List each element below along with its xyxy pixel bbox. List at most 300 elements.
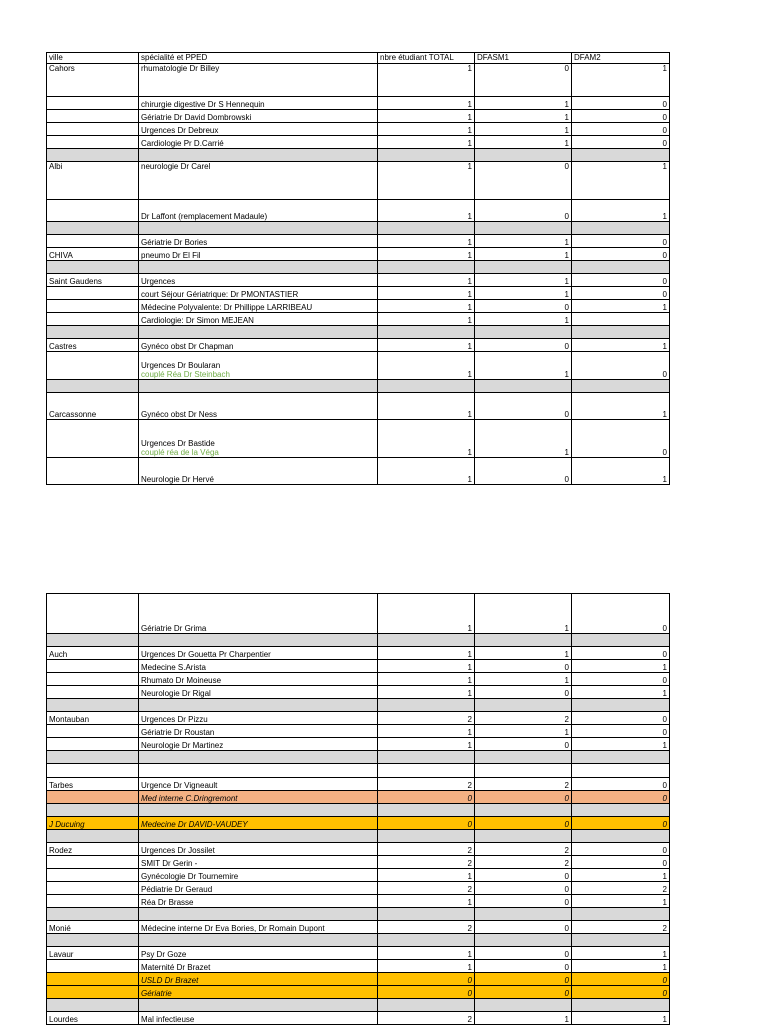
empty-cell [378, 699, 475, 712]
dfam2-cell: 0 [572, 856, 670, 869]
empty-cell [378, 999, 475, 1012]
ville-cell: J Ducuing [47, 817, 139, 830]
dfasm1-cell: 1 [475, 725, 572, 738]
empty-cell [139, 326, 378, 339]
specialite-text: Urgences Dr Gouetta Pr Charpentier [141, 650, 271, 659]
ville-cell [47, 97, 139, 110]
specialite-text: Urgences [141, 277, 176, 286]
specialite-cell [139, 660, 378, 673]
dfasm1-cell: 0 [475, 960, 572, 973]
dfasm1-cell: 1 [475, 123, 572, 136]
total-cell: 1 [378, 200, 475, 222]
table-row [47, 686, 670, 699]
total-cell: 1 [378, 458, 475, 485]
total-cell: 1 [378, 393, 475, 420]
separator-row [47, 699, 670, 712]
specialite-cell [139, 235, 378, 248]
table-row [47, 725, 670, 738]
specialite-cell [139, 960, 378, 973]
dfam2-cell: 0 [572, 420, 670, 458]
dfam2-cell: 0 [572, 986, 670, 999]
dfasm1-cell: 1 [475, 248, 572, 261]
total-cell: 1 [378, 869, 475, 882]
ville-cell [47, 300, 139, 313]
empty-cell [47, 934, 139, 947]
ville-cell [47, 869, 139, 882]
dfasm1-cell: 1 [475, 235, 572, 248]
ville-cell [47, 986, 139, 999]
empty-cell [47, 634, 139, 647]
total-cell: 1 [378, 248, 475, 261]
dfam2-cell: 1 [572, 393, 670, 420]
couple-note: couplé réa de la Véga [141, 448, 219, 457]
ville-cell [47, 973, 139, 986]
specialite-text: Gynéco obst Dr Ness [141, 410, 218, 419]
separator-row [47, 149, 670, 162]
empty-cell [139, 222, 378, 235]
empty-cell [378, 222, 475, 235]
empty-cell [572, 751, 670, 764]
empty-cell [378, 380, 475, 393]
specialite-cell [139, 136, 378, 149]
total-cell: 1 [378, 647, 475, 660]
total-cell: 1 [378, 725, 475, 738]
dfam2-cell: 1 [572, 686, 670, 699]
dfasm1-cell: 1 [475, 287, 572, 300]
dfasm1-cell: 0 [475, 882, 572, 895]
specialite-text: Urgences Dr Boularan [141, 361, 221, 370]
ville-cell [47, 458, 139, 485]
header-row [47, 53, 670, 64]
separator-row [47, 830, 670, 843]
couple-note: couplé Réa Dr Steinbach [141, 370, 230, 379]
empty-cell [47, 908, 139, 921]
total-cell: 0 [378, 791, 475, 804]
table-row [47, 921, 670, 934]
table-row [47, 673, 670, 686]
dfasm1-cell: 0 [475, 200, 572, 222]
specialite-cell [139, 200, 378, 222]
specialite-cell [139, 420, 378, 458]
separator-row [47, 999, 670, 1012]
dfam2-cell: 1 [572, 869, 670, 882]
dfam2-cell: 0 [572, 673, 670, 686]
specialite-text: Med interne C.Dringremont [141, 794, 238, 803]
empty-cell [378, 326, 475, 339]
empty-cell [572, 999, 670, 1012]
ville-cell: Lourdes [47, 1012, 139, 1025]
specialite-cell [139, 856, 378, 869]
dfam2-cell: 1 [572, 458, 670, 485]
empty-cell [475, 751, 572, 764]
ville-cell [47, 660, 139, 673]
table-row [47, 856, 670, 869]
dfasm1-cell: 1 [475, 97, 572, 110]
ville-cell [47, 856, 139, 869]
table-row [47, 869, 670, 882]
empty-cell [139, 764, 378, 778]
total-cell: 1 [378, 97, 475, 110]
specialite-text: Pédiatrie Dr Geraud [141, 885, 213, 894]
table-row [47, 248, 670, 261]
table-row [47, 162, 670, 200]
empty-cell [475, 764, 572, 778]
dfam2-cell: 0 [572, 123, 670, 136]
specialite-text: Rhumato Dr Moineuse [141, 676, 222, 685]
specialite-text: Maternité Dr Brazet [141, 963, 211, 972]
table-row [47, 647, 670, 660]
total-cell: 1 [378, 300, 475, 313]
specialite-cell [139, 1012, 378, 1025]
empty-cell [378, 261, 475, 274]
ville-cell: Auch [47, 647, 139, 660]
empty-cell [572, 222, 670, 235]
specialite-text: Dr Laffont (remplacement Madaule) [141, 212, 268, 221]
table-row [47, 947, 670, 960]
specialite-cell [139, 947, 378, 960]
ville-cell [47, 673, 139, 686]
specialite-text: USLD Dr Brazet [141, 976, 199, 985]
dfam2-cell: 0 [572, 647, 670, 660]
specialite-text: Mal infectieuse [141, 1015, 195, 1024]
total-cell: 2 [378, 843, 475, 856]
table-row [47, 843, 670, 856]
dfasm1-cell: 2 [475, 856, 572, 869]
specialite-text: Neurologie Dr Hervé [141, 475, 214, 484]
total-cell: 0 [378, 986, 475, 999]
specialite-text: court Séjour Gériatrique: Dr PMONTASTIER [141, 290, 299, 299]
table-row [47, 420, 670, 458]
dfasm1-cell: 0 [475, 300, 572, 313]
total-cell: 2 [378, 712, 475, 725]
empty-cell [572, 261, 670, 274]
table-row [47, 973, 670, 986]
specialite-cell [139, 882, 378, 895]
dfam2-cell: 0 [572, 248, 670, 261]
ville-cell [47, 313, 139, 326]
ville-cell: CHIVA [47, 248, 139, 261]
empty-cell [139, 999, 378, 1012]
total-cell: 1 [378, 274, 475, 287]
ville-cell [47, 686, 139, 699]
dfasm1-cell: 0 [475, 869, 572, 882]
specialite-text: Gynéco obst Dr Chapman [141, 342, 234, 351]
empty-cell [572, 934, 670, 947]
empty-cell [475, 380, 572, 393]
table-row [47, 352, 670, 380]
ville-cell: Monié [47, 921, 139, 934]
specialite-text: Medecine S.Arista [141, 663, 206, 672]
specialite-text: Urgences Dr Bastide [141, 439, 215, 448]
total-cell: 1 [378, 123, 475, 136]
dfasm1-cell: 0 [475, 738, 572, 751]
table-row [47, 712, 670, 725]
specialite-cell [139, 393, 378, 420]
empty-cell [139, 634, 378, 647]
dfasm1-cell: 2 [475, 843, 572, 856]
dfasm1-cell: 1 [475, 1012, 572, 1025]
empty-cell [378, 830, 475, 843]
dfam2-cell: 0 [572, 287, 670, 300]
empty-cell [378, 634, 475, 647]
specialite-cell [139, 594, 378, 634]
specialite-text: Gériatrie Dr Roustan [141, 728, 215, 737]
dfasm1-cell: 0 [475, 660, 572, 673]
dfam2-cell: 1 [572, 339, 670, 352]
specialite-cell [139, 300, 378, 313]
specialite-cell [139, 778, 378, 791]
table-row [47, 136, 670, 149]
empty-cell [139, 149, 378, 162]
dfam2-cell: 1 [572, 895, 670, 908]
dfam2-cell: 2 [572, 921, 670, 934]
dfam2-cell: 0 [572, 973, 670, 986]
total-cell: 2 [378, 856, 475, 869]
total-cell: 1 [378, 947, 475, 960]
empty-cell [572, 908, 670, 921]
table-row [47, 200, 670, 222]
empty-cell [139, 261, 378, 274]
empty-cell [475, 149, 572, 162]
empty-cell [139, 934, 378, 947]
empty-cell [47, 804, 139, 817]
dfam2-cell: 1 [572, 1012, 670, 1025]
dfam2-cell: 0 [572, 594, 670, 634]
specialite-text: Neurologie Dr Rigal [141, 689, 211, 698]
specialite-cell [139, 973, 378, 986]
specialite-text: Urgence Dr Vigneault [141, 781, 218, 790]
specialite-cell [139, 869, 378, 882]
ville-cell: Rodez [47, 843, 139, 856]
empty-cell [572, 830, 670, 843]
table-row [47, 1012, 670, 1025]
dfam2-cell: 0 [572, 110, 670, 123]
dfasm1-cell: 0 [475, 921, 572, 934]
ville-cell [47, 200, 139, 222]
specialite-text: Réa Dr Brasse [141, 898, 194, 907]
empty-cell [47, 261, 139, 274]
table-row [47, 986, 670, 999]
specialite-text: rhumatologie Dr Billey [141, 64, 220, 73]
table-row [47, 791, 670, 804]
dfam2-cell: 0 [572, 136, 670, 149]
specialite-cell [139, 274, 378, 287]
total-cell: 1 [378, 313, 475, 326]
separator-row [47, 934, 670, 947]
dfasm1-cell: 2 [475, 778, 572, 791]
table-row [47, 738, 670, 751]
separator-row [47, 222, 670, 235]
total-cell: 2 [378, 778, 475, 791]
total-cell: 1 [378, 895, 475, 908]
dfam2-cell: 0 [572, 97, 670, 110]
total-cell: 2 [378, 1012, 475, 1025]
empty-cell [572, 149, 670, 162]
empty-cell [475, 908, 572, 921]
table-row [47, 110, 670, 123]
total-cell: 2 [378, 921, 475, 934]
dfam2-cell: 1 [572, 64, 670, 97]
empty-cell [475, 699, 572, 712]
dfam2-cell [572, 313, 670, 326]
table-row [47, 817, 670, 830]
dfasm1-cell: 0 [475, 458, 572, 485]
total-cell: 2 [378, 882, 475, 895]
empty-cell [475, 804, 572, 817]
empty-cell [378, 934, 475, 947]
ville-cell: Saint Gaudens [47, 274, 139, 287]
total-cell: 1 [378, 287, 475, 300]
dfasm1-cell: 1 [475, 647, 572, 660]
dfam2-cell: 0 [572, 843, 670, 856]
total-cell: 1 [378, 686, 475, 699]
table-row [47, 393, 670, 420]
total-cell: 1 [378, 738, 475, 751]
empty-cell [572, 380, 670, 393]
separator-row [47, 380, 670, 393]
table-row [47, 235, 670, 248]
dfam2-cell: 0 [572, 274, 670, 287]
empty-cell [47, 699, 139, 712]
table-row [47, 778, 670, 791]
specialite-text: SMIT Dr Gerin - [141, 859, 198, 868]
dfam2-cell: 1 [572, 960, 670, 973]
dfasm1-cell: 0 [475, 817, 572, 830]
specialite-text: chirurgie digestive Dr S Hennequin [141, 100, 265, 109]
separator-row [47, 261, 670, 274]
specialite-cell [139, 123, 378, 136]
empty-cell [139, 830, 378, 843]
empty-cell [572, 699, 670, 712]
specialite-cell [139, 738, 378, 751]
dfam2-cell: 1 [572, 738, 670, 751]
specialite-text: Médecine Polyvalente: Dr Phillippe LARRIBEAU [141, 303, 313, 312]
dfasm1-cell: 1 [475, 136, 572, 149]
specialite-cell [139, 921, 378, 934]
ville-cell [47, 960, 139, 973]
specialite-cell [139, 986, 378, 999]
table-row [47, 274, 670, 287]
empty-cell [378, 149, 475, 162]
specialite-cell [139, 287, 378, 300]
empty-cell [378, 908, 475, 921]
dfasm1-cell: 0 [475, 162, 572, 200]
header-dfasm1: DFASM1 [475, 53, 572, 64]
ville-cell: Albi [47, 162, 139, 200]
empty-cell [572, 764, 670, 778]
dfasm1-cell: 0 [475, 791, 572, 804]
dfam2-cell: 0 [572, 778, 670, 791]
dfasm1-cell: 1 [475, 313, 572, 326]
specialite-text: neurologie Dr Carel [141, 162, 211, 171]
dfam2-cell: 0 [572, 725, 670, 738]
specialite-text: Gériatrie Dr Grima [141, 624, 207, 633]
specialite-cell [139, 64, 378, 97]
total-cell: 1 [378, 136, 475, 149]
specialite-text: pneumo Dr El Fil [141, 251, 201, 260]
dfam2-cell: 0 [572, 817, 670, 830]
table-row [47, 97, 670, 110]
dfasm1-cell: 2 [475, 712, 572, 725]
empty-cell [47, 326, 139, 339]
empty-cell [572, 634, 670, 647]
ville-cell [47, 352, 139, 380]
dfasm1-cell: 0 [475, 895, 572, 908]
dfasm1-cell: 1 [475, 110, 572, 123]
ville-cell: Tarbes [47, 778, 139, 791]
dfasm1-cell: 0 [475, 686, 572, 699]
empty-cell [47, 830, 139, 843]
total-cell: 1 [378, 235, 475, 248]
specialite-text: Gériatrie [141, 989, 172, 998]
empty-cell [47, 380, 139, 393]
specialite-text: Cardiologie Pr D.Carrié [141, 139, 224, 148]
empty-cell [47, 751, 139, 764]
empty-cell [47, 149, 139, 162]
specialite-cell [139, 647, 378, 660]
dfam2-cell: 0 [572, 352, 670, 380]
separator-row [47, 634, 670, 647]
header-specialite: spécialité et PPED [139, 53, 378, 64]
ville-cell: Carcassonne [47, 393, 139, 420]
empty-cell [378, 751, 475, 764]
specialite-cell [139, 162, 378, 200]
ville-cell [47, 725, 139, 738]
ville-cell [47, 594, 139, 634]
total-cell: 1 [378, 352, 475, 380]
header-dfam2: DFAM2 [572, 53, 670, 64]
table-row [47, 882, 670, 895]
specialite-cell [139, 712, 378, 725]
specialite-cell [139, 97, 378, 110]
empty-cell [47, 222, 139, 235]
total-cell: 1 [378, 162, 475, 200]
table-row [47, 64, 670, 97]
table-row [47, 300, 670, 313]
dfasm1-cell: 1 [475, 673, 572, 686]
empty-cell [475, 999, 572, 1012]
ville-cell [47, 287, 139, 300]
dfam2-cell: 1 [572, 947, 670, 960]
empty-cell [572, 804, 670, 817]
total-cell: 1 [378, 660, 475, 673]
table-row [47, 458, 670, 485]
ville-cell: Castres [47, 339, 139, 352]
dfam2-cell: 1 [572, 162, 670, 200]
total-cell: 1 [378, 110, 475, 123]
empty-cell [139, 751, 378, 764]
table-row [47, 960, 670, 973]
specialite-text: Neurologie Dr Martinez [141, 741, 224, 750]
empty-cell [572, 326, 670, 339]
specialite-text: Cardiologie: Dr Simon MEJEAN [141, 316, 254, 325]
empty-cell [139, 699, 378, 712]
empty-cell [475, 222, 572, 235]
specialite-cell [139, 725, 378, 738]
table-row [47, 660, 670, 673]
ville-cell [47, 791, 139, 804]
empty-cell [475, 261, 572, 274]
dfasm1-cell: 0 [475, 947, 572, 960]
specialite-cell [139, 673, 378, 686]
total-cell: 1 [378, 960, 475, 973]
dfasm1-cell: 0 [475, 339, 572, 352]
ville-cell [47, 136, 139, 149]
header-total: nbre étudiant TOTAL [378, 53, 475, 64]
ville-cell [47, 420, 139, 458]
table-row [47, 123, 670, 136]
specialite-text: Médecine interne Dr Eva Bories, Dr Romain Dupont [141, 924, 325, 933]
